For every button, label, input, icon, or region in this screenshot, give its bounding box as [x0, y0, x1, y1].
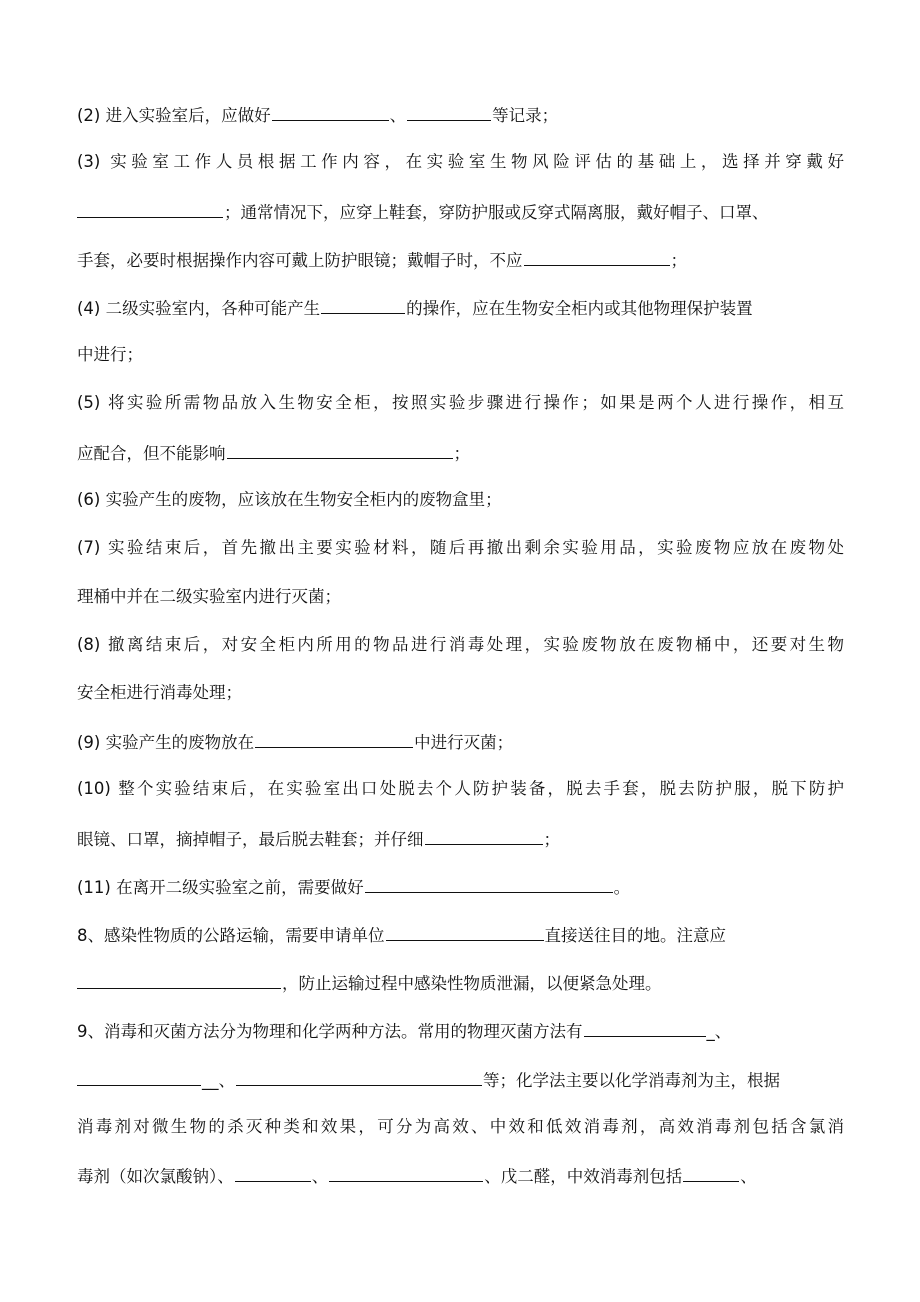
fill-blank[interactable] — [524, 247, 670, 266]
question-9-line-3: 消毒剂对微生物的杀灭种类和效果，可分为高效、中效和低效消毒剂，高效消毒剂包括含氯消 — [77, 1117, 844, 1136]
fill-blank[interactable] — [365, 874, 613, 893]
fill-blank[interactable] — [407, 102, 491, 121]
fill-blank[interactable] — [255, 729, 413, 748]
fill-blank[interactable] — [584, 1018, 706, 1037]
fill-blank[interactable] — [272, 102, 389, 121]
fill-blank[interactable] — [386, 922, 544, 941]
item-5-line-1: (5) 将实验所需物品放入生物安全柜，按照实验步骤进行操作；如果是两个人进行操作，相互 — [77, 393, 844, 412]
item-8-line-2: 安全柜进行消毒处理； — [77, 683, 242, 702]
fill-blank[interactable] — [425, 826, 543, 845]
item-2-line: (2) 进入实验室后，应做好 、 等记录； — [77, 102, 844, 128]
item-8-line-1: (8) 撤离结束后，对安全柜内所用的物品进行消毒处理，实验废物放在废物桶中，还要对生物 — [77, 635, 844, 654]
item-4-line-1: (4) 二级实验室内，各种可能产生 的操作，应在生物安全柜内或其他物理保护装置 — [77, 295, 844, 321]
item-2-text: (2) 进入实验室后，应做好 — [77, 106, 271, 125]
question-8-line-2: ，防止运输过程中感染性物质泄漏，以便紧急处理。 — [77, 970, 844, 996]
item-7-line-1: (7) 实验结束后，首先撤出主要实验材料，随后再撤出剩余实验用品，实验废物应放在废物处 — [77, 538, 844, 557]
fill-blank[interactable] — [77, 970, 281, 989]
question-9-line-1: 9、消毒和灭菌方法分为物理和化学两种方法。常用的物理灭菌方法有 _、 — [77, 1018, 844, 1044]
item-9-line: (9) 实验产生的废物放在 中进行灭菌； — [77, 729, 844, 755]
item-10-line-2: 眼镜、口罩，摘掉帽子，最后脱去鞋套；并仔细 ； — [77, 826, 844, 852]
question-9-line-4: 毒剂（如次氯酸钠）、 、 、戊二醛，中效消毒剂包括 、 — [77, 1163, 844, 1189]
fill-blank[interactable] — [236, 1067, 482, 1086]
item-11-line: (11) 在离开二级实验室之前，需要做好 。 — [77, 874, 844, 900]
item-3-line-2: ；通常情况下，应穿上鞋套，穿防护服或反穿式隔离服，戴好帽子、口罩、 — [77, 199, 844, 225]
item-10-line-1: (10) 整个实验结束后，在实验室出口处脱去个人防护装备，脱去手套，脱去防护服，脱下防护 — [77, 779, 844, 798]
fill-blank[interactable] — [235, 1163, 311, 1182]
question-9-line-2: __、 等；化学法主要以化学消毒剂为主，根据 — [77, 1067, 844, 1093]
item-6-line: (6) 实验产生的废物，应该放在生物安全柜内的废物盒里； — [77, 490, 502, 509]
item-3-line-1: (3) 实验室工作人员根据工作内容，在实验室生物风险评估的基础上，选择并穿戴好 — [77, 152, 844, 171]
item-7-line-2: 理桶中并在二级实验室内进行灭菌； — [77, 587, 341, 606]
item-4-line-2: 中进行； — [77, 345, 143, 364]
fill-blank[interactable] — [321, 295, 405, 314]
fill-blank[interactable] — [683, 1163, 739, 1182]
fill-blank[interactable] — [227, 440, 453, 459]
item-5-line-2: 应配合，但不能影响 ； — [77, 440, 844, 466]
item-3-line-3: 手套，必要时根据操作内容可戴上防护眼镜；戴帽子时，不应 ； — [77, 247, 844, 273]
fill-blank[interactable] — [77, 199, 223, 218]
fill-blank[interactable] — [329, 1163, 483, 1182]
question-8-line-1: 8、感染性物质的公路运输，需要申请单位 直接送往目的地。注意应 — [77, 922, 844, 948]
fill-blank[interactable] — [77, 1067, 201, 1086]
